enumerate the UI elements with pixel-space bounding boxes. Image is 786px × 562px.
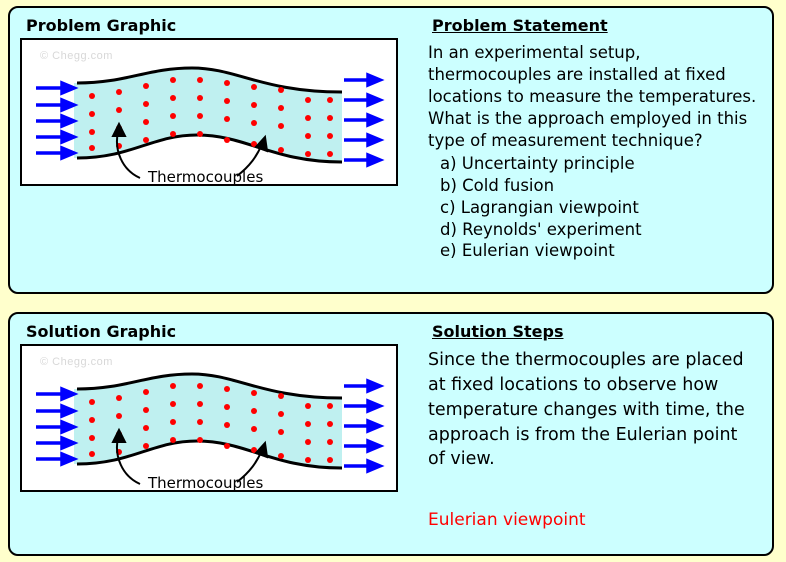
choice-d[interactable]: d) Reynolds' experiment bbox=[440, 219, 642, 239]
choice-b[interactable]: b) Cold fusion bbox=[440, 175, 555, 195]
statement-line: type of measurement technique? bbox=[428, 130, 703, 150]
steps-line: at fixed locations to observe how bbox=[428, 374, 719, 395]
thermocouples-label-problem: Thermocouples bbox=[148, 168, 264, 184]
solution-graphic-title: Solution Graphic bbox=[26, 322, 177, 341]
statement-line: locations to measure the temperatures. bbox=[428, 86, 757, 106]
solution-steps-text bbox=[428, 348, 772, 472]
choice-list bbox=[428, 153, 764, 263]
problem-panel bbox=[8, 6, 774, 294]
solution-steps-title: Solution Steps bbox=[432, 322, 564, 341]
inlet-arrows bbox=[36, 389, 74, 464]
inlet-arrows bbox=[36, 83, 74, 158]
choice-e[interactable]: e) Eulerian viewpoint bbox=[440, 241, 615, 261]
solution-panel bbox=[8, 312, 774, 556]
choice-a[interactable]: a) Uncertainty principle bbox=[440, 153, 635, 173]
thermocouples-label-solution: Thermocouples bbox=[148, 474, 264, 490]
solution-answer: Eulerian viewpoint bbox=[428, 510, 586, 530]
outlet-arrows bbox=[344, 75, 380, 165]
problem-diagram bbox=[20, 38, 398, 186]
choice-c[interactable]: c) Lagrangian viewpoint bbox=[440, 197, 639, 217]
problem-statement-text bbox=[428, 42, 764, 262]
watermark-solution: © Chegg.com bbox=[40, 356, 113, 368]
statement-line: What is the approach employed in this bbox=[428, 108, 748, 128]
statement-line: In an experimental setup, bbox=[428, 43, 641, 62]
steps-line: Since the thermocouples are placed bbox=[428, 350, 744, 370]
steps-line: temperature changes with time, the bbox=[428, 399, 745, 420]
solution-diagram bbox=[20, 344, 398, 492]
steps-line: approach is from the Eulerian point bbox=[428, 424, 738, 445]
statement-line: thermocouples are installed at fixed bbox=[428, 64, 726, 84]
steps-line: of view. bbox=[428, 449, 495, 470]
watermark-problem: © Chegg.com bbox=[40, 50, 113, 62]
problem-graphic-title: Problem Graphic bbox=[26, 16, 177, 35]
problem-statement-title: Problem Statement bbox=[432, 16, 608, 35]
outlet-arrows bbox=[344, 381, 380, 471]
